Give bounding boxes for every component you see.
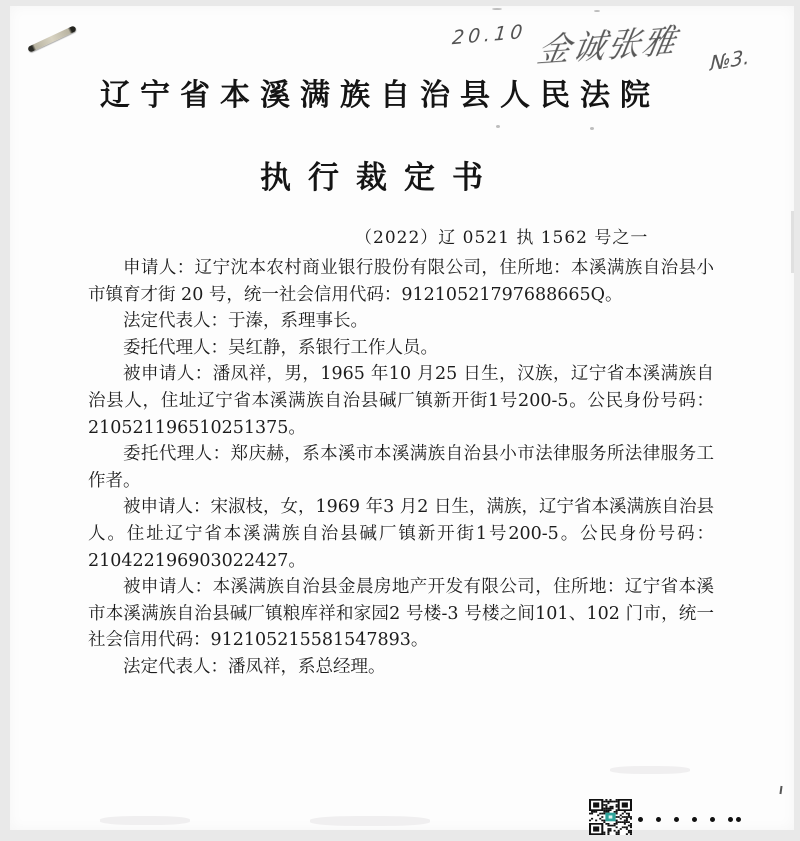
paragraph-respondent-3: 被申请人：本溪满族自治县金晨房地产开发有限公司，住所地：辽宁省本溪市本溪满族自治县碱厂镇粮库祥和家园2 号楼-3 号楼之间101、102 门市，统一社会信用代码：912105215581547893。 (88, 577, 714, 651)
scan-edge-shadow (791, 211, 794, 273)
scan-smudge (100, 816, 190, 825)
dot (728, 817, 733, 822)
paragraph-agent-2: 委托代理人：郑庆赫，系本溪市本溪满族自治县小市法律服务所法律服务工作者。 (88, 444, 714, 491)
document-body (88, 255, 714, 681)
dot (710, 817, 715, 822)
paragraph-applicant: 申请人：辽宁沈本农村商业银行股份有限公司，住所地：本溪满族自治县小市镇育才街 20 号，统一社会信用代码：91210521797688665Q。 (88, 258, 714, 305)
document-title: 执行裁定书 (260, 160, 500, 196)
handwritten-suffix: №3. (709, 44, 751, 76)
paragraph-legal-rep-2: 法定代表人：潘凤祥，系总经理。 (123, 656, 386, 677)
dot (692, 817, 697, 822)
document-page (10, 6, 794, 830)
dot (674, 817, 679, 822)
court-name-title: 辽宁省本溪满族自治县人民法院 (100, 78, 660, 113)
scan-speck (594, 10, 600, 12)
ellipsis-dots (638, 813, 741, 825)
scan-speck (496, 125, 500, 128)
scan-speck (492, 8, 502, 10)
scan-smudge (310, 816, 430, 826)
paragraph-legal-rep-1: 法定代表人：于溱，系理事长。 (123, 311, 368, 332)
paragraph-respondent-2: 被申请人：宋淑枝，女，1969 年3 月2 日生，满族，辽宁省本溪满族自治县人。住址辽宁省本溪满族自治县碱厂镇新开街1号200-5。公民身份号码：210422196903022427。 (88, 497, 714, 571)
dot (638, 817, 643, 822)
handwritten-signature: 金诚张雅 (534, 20, 681, 71)
case-number: （2022）辽 0521 执 1562 号之一 (355, 228, 649, 248)
scan-smudge (610, 766, 690, 774)
scan-speck (590, 127, 594, 130)
qr-code (589, 799, 632, 835)
staple-mark (27, 25, 77, 52)
paragraph-agent-1: 委托代理人：吴红静，系银行工作人员。 (123, 337, 438, 358)
handwritten-date: 20.10 (451, 20, 528, 50)
paragraph-respondent-1: 被申请人：潘凤祥，男，1965 年10 月25 日生，汉族，辽宁省本溪满族自治县人，住址辽宁省本溪满族自治县碱厂镇新开街1号200-5。公民身份号码：210521196510251375。 (88, 364, 714, 438)
dot (736, 817, 741, 822)
scan-mark (779, 786, 782, 794)
dot (656, 817, 661, 822)
